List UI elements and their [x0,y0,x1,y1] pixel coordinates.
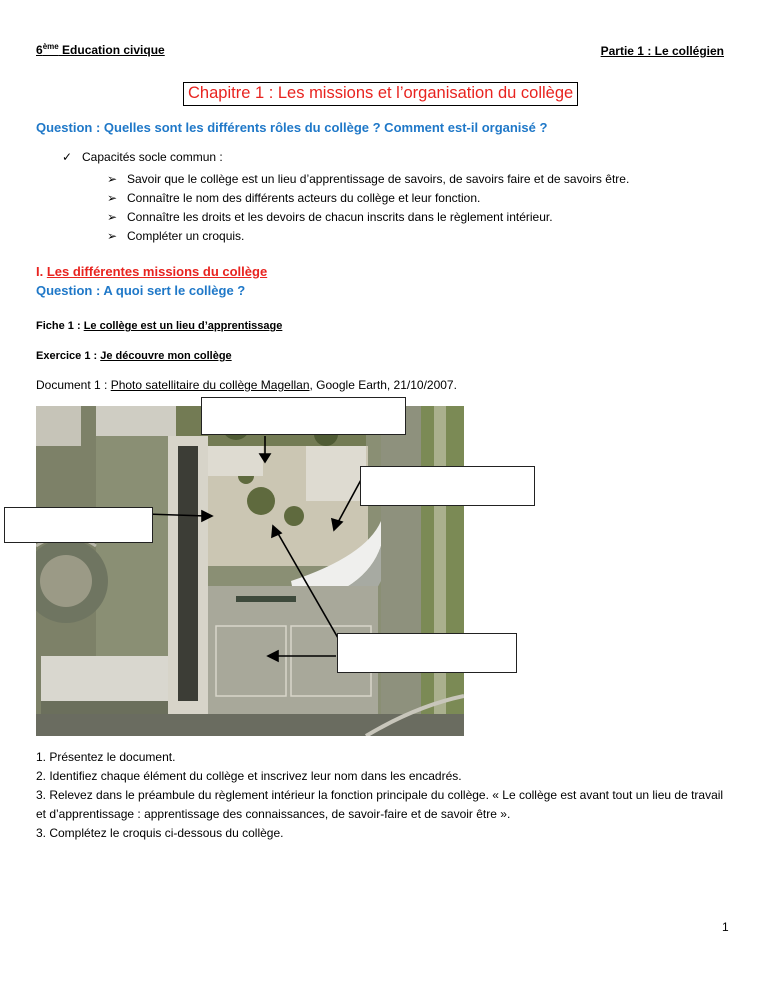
capacity-item: ➢ Savoir que le collège est un lieu d’apprentissage de savoirs, de savoirs faire et de savoirs être. [107,171,630,186]
header-left: 6ème Education civique [36,42,165,57]
question-item: 3. Complétez le croquis ci-dessous du collège. [36,826,284,840]
arrow-bullet-icon: ➢ [107,190,118,205]
questions [36,748,736,843]
label-box-top[interactable] [201,397,406,435]
header-right: Partie 1 : Le collégien [600,44,724,58]
label-box-right[interactable] [360,466,535,506]
section-question: Question : A quoi sert le collège ? [36,283,246,298]
main-question: Question : Quelles sont les différents rôles du collège ? Comment est-il organisé ? [36,120,548,135]
capacity-item: ➢ Connaître le nom des différents acteurs du collège et leur fonction. [107,190,481,205]
capacities-list [107,169,629,245]
question-item: 3. Relevez dans le préambule du règlement intérieur la fonction principale du collège. « Le collège est avant tout un lieu de travail et d’apprentissage : apprentissage des connaissances, de savoir-faire et de savoir être ». [36,788,724,821]
label-box-bottom[interactable] [337,633,517,673]
document-caption: Document 1 : Photo satellitaire du collège Magellan, Google Earth, 21/10/2007. [36,378,457,392]
capacity-item: ➢ Connaître les droits et les devoirs de chacun inscrits dans le règlement intérieur. [107,209,553,224]
arrow-bullet-icon: ➢ [107,228,118,243]
section-heading: I. Les différentes missions du collège [36,264,268,279]
satellite-photo [36,406,464,736]
chapter-title: Chapitre 1 : Les missions et l’organisation du collège [183,82,578,106]
question-item: 1. Présentez le document. [36,750,176,764]
exercice-heading: Exercice 1 : Je découvre mon collège [36,350,232,362]
page-number: 1 [722,920,729,934]
capacities-title: ✓ Capacités socle commun : [62,150,223,164]
arrow-bullet-icon: ➢ [107,171,118,186]
label-box-left[interactable] [4,507,153,543]
arrow-bullet-icon: ➢ [107,209,118,224]
fiche-heading: Fiche 1 : Le collège est un lieu d’apprentissage [36,320,283,332]
capacity-item: ➢ Compléter un croquis. [107,228,245,243]
question-item: 2. Identifiez chaque élément du collège et inscrivez leur nom dans les encadrés. [36,769,462,783]
check-icon: ✓ [62,150,73,164]
